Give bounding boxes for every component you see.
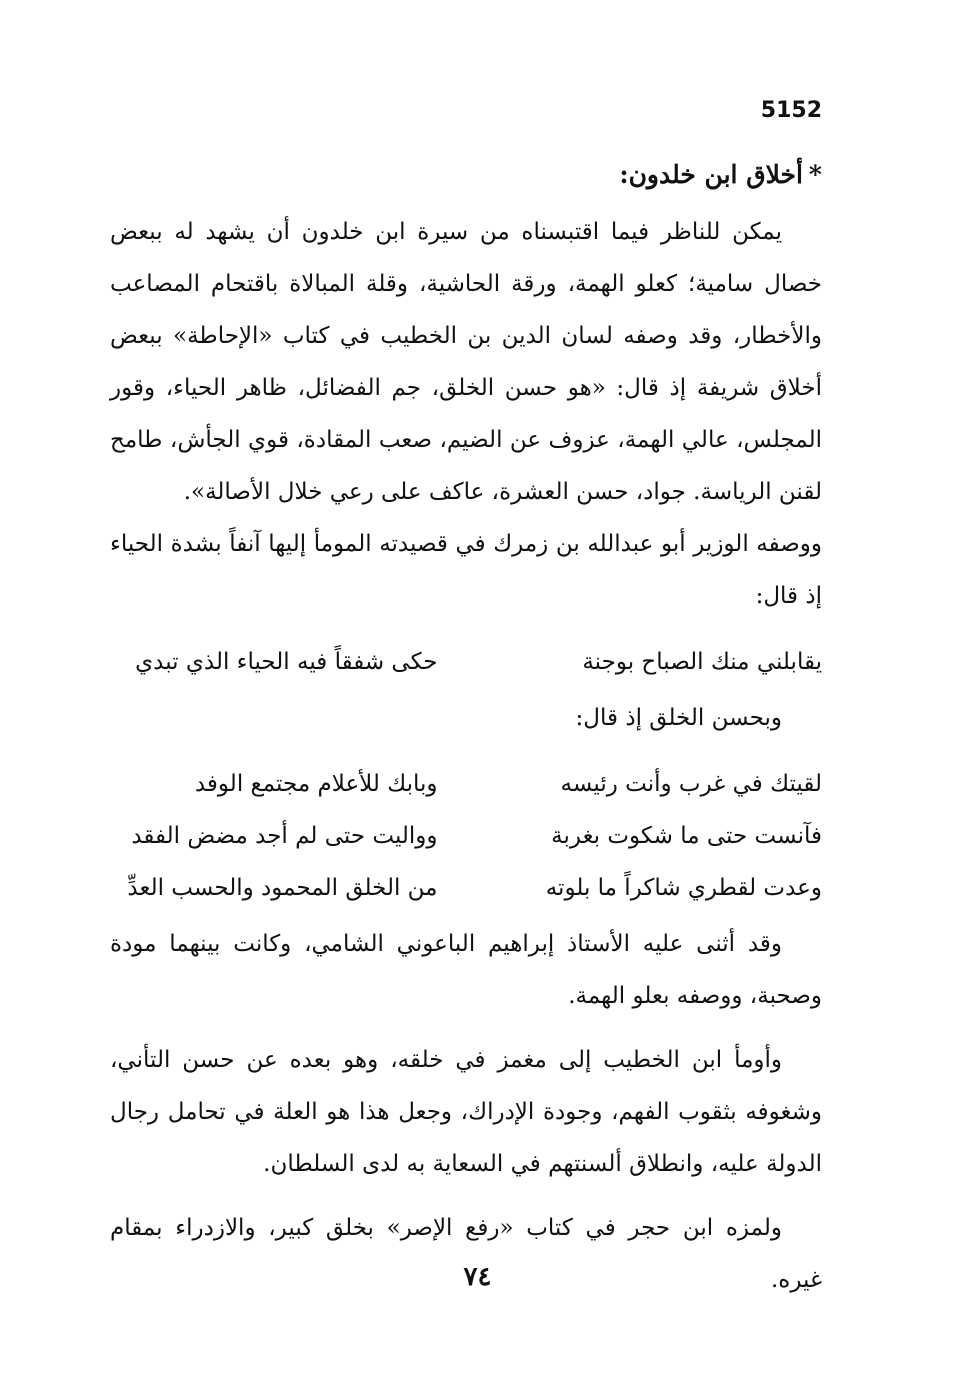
verse-second-hemistich: حكى شفقاً فيه الحياء الذي تبدي — [135, 649, 438, 675]
poem-verse — [110, 862, 822, 914]
poem-block — [110, 636, 822, 688]
heading-star-icon: * — [808, 160, 822, 189]
poem-verse — [110, 636, 822, 688]
section-heading — [110, 150, 822, 200]
page-number: ٧٤ — [463, 1262, 492, 1292]
page-id: 5152 — [760, 98, 822, 123]
poem-verse — [110, 810, 822, 862]
verse-first-hemistich: لقيتك في غرب وأنت رئيسه — [560, 771, 822, 797]
paragraph: وقد أثنى عليه الأستاذ إبراهيم الباعوني الشامي، وكانت بينهما مودة وصحبة، ووصفه بعلو الهمة. — [110, 931, 822, 1009]
paragraph: ولمزه ابن حجر في كتاب «رفع الإصر» بخلق كبير، والازدراء بمقام غيره. — [110, 1215, 822, 1293]
verse-first-hemistich: وعدت لقطري شاكراً ما بلوته — [545, 875, 822, 901]
heading-text: أخلاق ابن خلدون: — [619, 160, 803, 189]
paragraph: يمكن للناظر فيما اقتبسناه من سيرة ابن خلدون أن يشهد له ببعض خصال سامية؛ كعلو الهمة، ورقة الحاشية، وقلة المبالاة باقتحام المصاعب والأخطار، وقد وصفه لسان الدين بن الخطيب في كتاب «الإحاطة» ببعض أخلاق شريفة إذ قال: «هو حسن الخلق، جم الفضائل، ظاهر الحياء، وقور المجلس، عالي الهمة، عزوف عن الضيم، صعب المقادة، قوي الجأش، طامح لقنن الرياسة. جواد، حسن العشرة، عاكف على رعي خلال الأصالة». — [110, 219, 822, 505]
page-content — [110, 150, 822, 1306]
verse-second-hemistich: من الخلق المحمود والحسب العدِّ — [127, 875, 438, 901]
verse-second-hemistich: وواليت حتى لم أجد مضض الفقد — [131, 823, 438, 849]
poem-verse — [110, 758, 822, 810]
paragraph: ووصفه الوزير أبو عبدالله بن زمرك في قصيدته المومأ إليها آنفاً بشدة الحياء إذ قال: — [110, 531, 822, 609]
verse-first-hemistich: فآنست حتى ما شكوت بغربة — [551, 823, 822, 849]
verse-first-hemistich: يقابلني منك الصباح بوجنة — [582, 649, 822, 675]
poem-interlude: وبحسن الخلق إذ قال: — [575, 705, 782, 731]
verse-second-hemistich: وبابك للأعلام مجتمع الوفد — [194, 771, 438, 797]
poem-block — [110, 758, 822, 914]
paragraph: وأومأ ابن الخطيب إلى مغمز في خلقه، وهو بعده عن حسن التأني، وشغوفه بثقوب الفهم، وجودة الإدراك، وجعل هذا هو العلة في تحامل رجال الدولة عليه، وانطلاق ألسنتهم في السعاية به لدى السلطان. — [110, 1047, 822, 1177]
